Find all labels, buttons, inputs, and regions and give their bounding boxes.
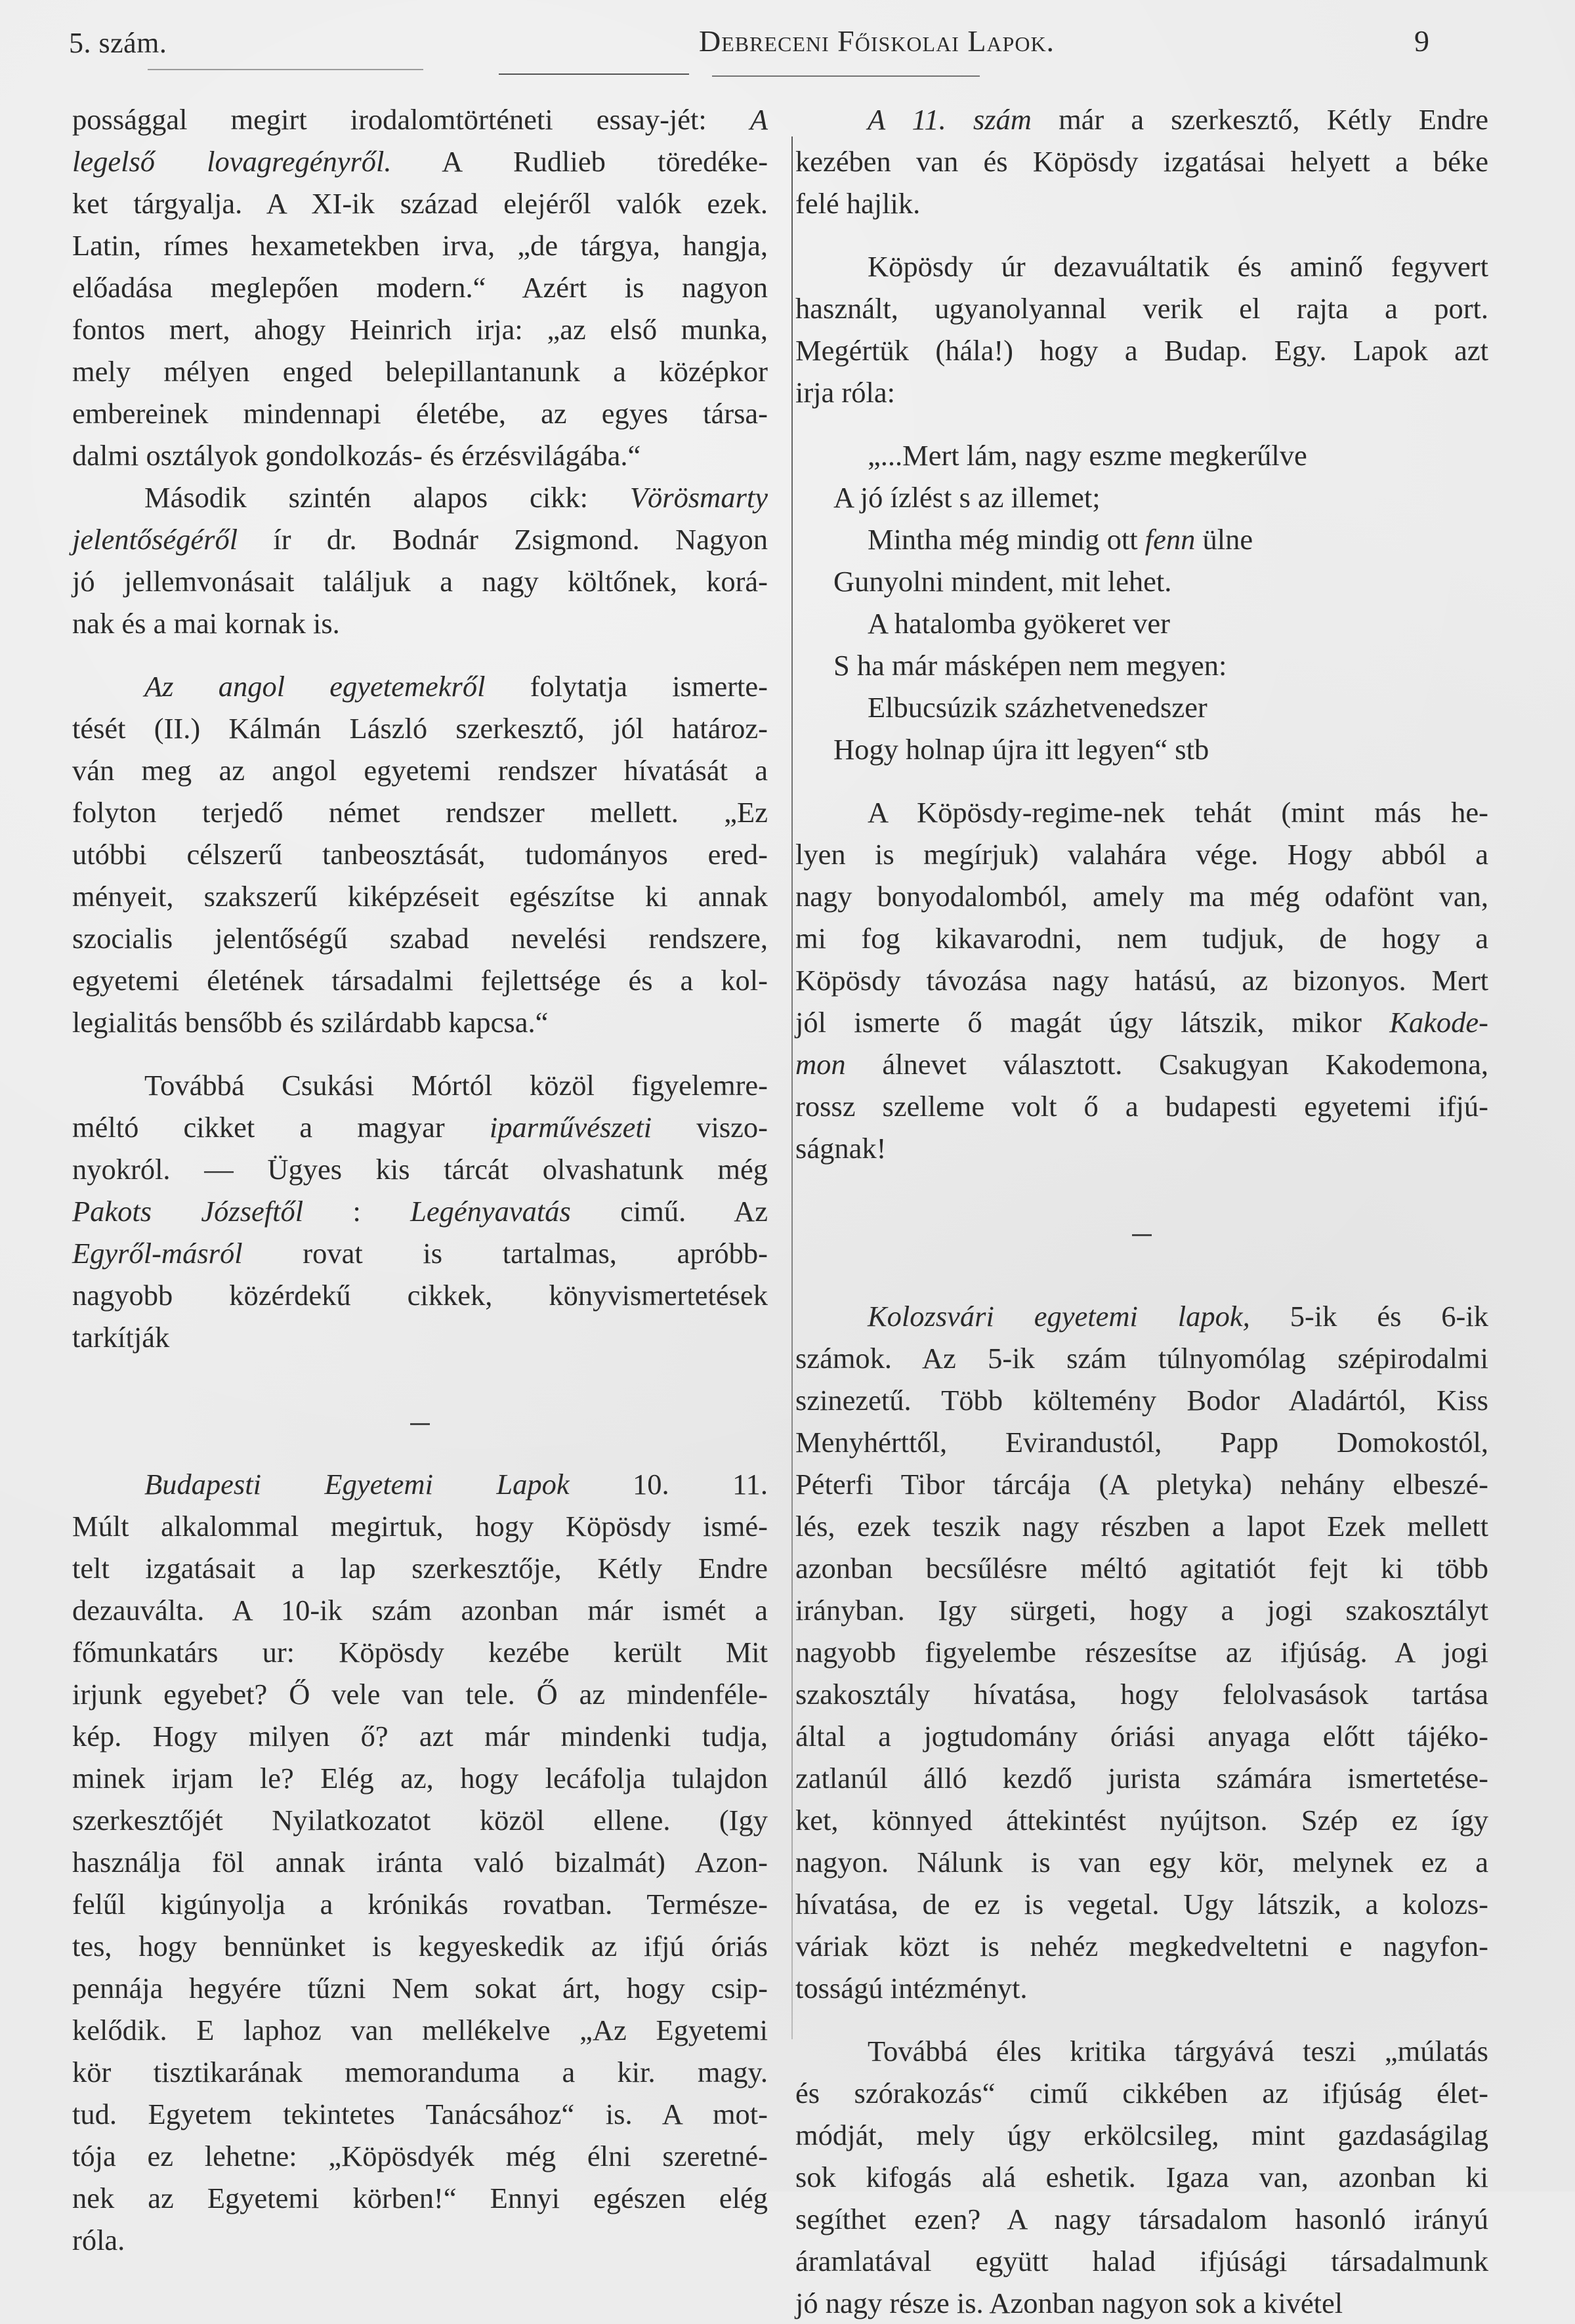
text-line: [72, 1232, 768, 1274]
header-rule: [148, 69, 423, 70]
text-run: nyokról. — Ügyes kis tárcát olvashatunk még: [72, 1153, 768, 1186]
text-line: [795, 959, 1488, 1001]
section-gap: [72, 1358, 768, 1400]
text-line: [72, 308, 768, 350]
text-run: tését (II.) Kálmán László szerkesztő, jól határoz-: [72, 712, 768, 745]
italic-title: jelentőségéről: [72, 523, 238, 556]
text-line: [72, 266, 768, 308]
text-line: [72, 1463, 768, 1505]
text-line: [72, 1148, 768, 1190]
text-run: főmunkatárs ur: Köpösdy kezébe került Mit: [72, 1636, 768, 1669]
text-line: [795, 1085, 1488, 1127]
text-line: [795, 917, 1488, 959]
text-line: [795, 1127, 1488, 1169]
text-line: [72, 1547, 768, 1589]
text-run: minek irjam le? Elég az, hogy lecáfolja tulajdon: [72, 1762, 768, 1795]
text-run: Köpösdy úr dezavuáltatik és aminő fegyvert: [868, 250, 1488, 283]
left-column: [72, 98, 768, 2261]
text-run: Elbucsúzik százhetvenedszer: [868, 691, 1208, 724]
quoted-poem: [795, 434, 1488, 770]
text-line: [795, 1967, 1488, 2009]
text-run: jó nagy része is. Azonban nagyon sok a kivétel: [795, 2287, 1343, 2319]
text-run: 10. 11.: [569, 1468, 768, 1501]
text-run: rossz szelleme volt ő a budapesti egyetemi ifjú-: [795, 1090, 1488, 1123]
text-line: [795, 1757, 1488, 1799]
text-run: embereinek mindennapi életébe, az egyes társa-: [72, 397, 768, 430]
text-run: nagyobb figyelembe részesítse az ifjúság. A jogi: [795, 1636, 1488, 1669]
text-run: ket, könnyed áttekintést nyújtson. Szép ez így: [795, 1804, 1488, 1836]
italic-title: A 11. szám: [868, 103, 1032, 136]
text-line: [795, 140, 1488, 182]
text-run: mi fog kikavarodni, nem tudjuk, de hogy a: [795, 922, 1488, 955]
text-line: [72, 1925, 768, 1967]
text-run: Megértük (hála!) hogy a Budap. Egy. Lapok azt: [795, 334, 1488, 367]
paragraph: [72, 98, 768, 476]
text-line: [795, 1799, 1488, 1841]
italic-title: Egyről-másról: [72, 1237, 243, 1270]
italic-title: Legényavatás: [410, 1195, 571, 1228]
text-run: azonban becsűlésre méltó agitatiót fejt ki több: [795, 1552, 1488, 1585]
text-line: [72, 959, 768, 1001]
text-line: [72, 749, 768, 791]
text-run: nagyon. Nálunk is van egy kör, melynek ez a: [795, 1846, 1488, 1878]
text-run: zatlanúl álló kezdő jurista számára ismertetése-: [795, 1762, 1488, 1795]
text-line: [795, 2282, 1488, 2324]
text-run: Hogy holnap újra itt legyen“ stb: [833, 733, 1209, 766]
italic-title: Kolozsvári egyetemi lapok,: [868, 1300, 1250, 1333]
text-run: legialitás bensőbb és szilárdabb kapcsa.“: [72, 1006, 549, 1039]
text-line: [72, 1106, 768, 1148]
text-line: [795, 1841, 1488, 1883]
page-number: 9: [1414, 24, 1429, 58]
text-line: [72, 707, 768, 749]
text-line: [795, 1295, 1488, 1337]
text-run: Múlt alkalommal megirtuk, hogy Köpösdy ismé-: [72, 1510, 768, 1543]
text-run: álnevet választott. Csakugyan Kakodemona,: [845, 1048, 1488, 1081]
text-run: folyton terjedő német rendszer mellett. „Ez: [72, 796, 768, 829]
text-line: [72, 1715, 768, 1757]
paragraph-gap: [795, 224, 1488, 245]
text-run: possággal megirt irodalomtörténeti essay-jét:: [72, 103, 750, 136]
text-line: [795, 2156, 1488, 2198]
text-run: már a szerkesztő, Kétly Endre: [1031, 103, 1488, 136]
italic-title: fenn: [1144, 523, 1196, 556]
text-run: tója ez lehetne: „Köpösdyék még élni szeretné-: [72, 2140, 768, 2172]
text-run: Második szintén alapos cikk:: [144, 481, 630, 514]
text-run: A jó ízlést s az illemet;: [833, 481, 1101, 514]
text-line: [72, 1757, 768, 1799]
text-line: [72, 350, 768, 392]
text-run: rovat is tartalmas, apróbb-: [242, 1237, 768, 1270]
text-line: [795, 245, 1488, 287]
section-separator: [795, 1211, 1488, 1253]
poem-line: [795, 560, 1488, 602]
text-run: váriak közt is nehéz megkedveltetni e nagyfon-: [795, 1930, 1488, 1962]
text-line: [72, 2051, 768, 2093]
poem-line: [795, 518, 1488, 560]
text-run: Gunyolni mindent, mit lehet.: [833, 565, 1172, 598]
text-run: jó jellemvonásait találjuk a nagy költőnek, korá-: [72, 565, 768, 598]
text-run: jól ismerte ő magát úgy látszik, mikor: [795, 1006, 1390, 1039]
paragraph: [72, 1463, 768, 2261]
header-rule: [712, 75, 980, 77]
text-line: [72, 602, 768, 644]
text-run: irja róla:: [795, 376, 895, 409]
paragraph: [72, 1064, 768, 1358]
text-line: [795, 2240, 1488, 2282]
section-gap: [795, 1253, 1488, 1295]
text-line: [72, 665, 768, 707]
text-run: szocialis jelentőségű szabad nevelési rendszere,: [72, 922, 768, 955]
text-run: ír dr. Bodnár Zsigmond. Nagyon: [238, 523, 768, 556]
header-rule: [499, 73, 689, 75]
text-run: lés, ezek teszik nagy részben a lapot Ezek mellett: [795, 1510, 1488, 1543]
text-run: kör tisztikarának memoranduma a kir. magy.: [72, 2056, 768, 2088]
text-run: Köpösdy távozása nagy hatású, az bizonyos. Mert: [795, 964, 1488, 997]
text-run: tud. Egyetem tekintetes Tanácsához“ is. A mot-: [72, 2098, 768, 2130]
text-run: tosságú intézményt.: [795, 1972, 1028, 2004]
poem-line: [795, 602, 1488, 644]
text-run: dezauválta. A 10-ik szám azonban már ismét a: [72, 1594, 768, 1627]
text-run: számok. Az 5-ik szám túlnyomólag szépirodalmi: [795, 1342, 1488, 1375]
text-run: telt izgatásait a lap szerkesztője, Kétly Endre: [72, 1552, 768, 1585]
italic-title: Budapesti Egyetemi Lapok: [144, 1468, 570, 1501]
italic-title: Vörösmarty: [629, 481, 768, 514]
issue-number: 5. szám.: [69, 27, 167, 59]
text-line: [72, 98, 768, 140]
paragraph-gap: [795, 770, 1488, 791]
text-run: szakosztály hívatása, hogy felolvasások tartása: [795, 1678, 1488, 1711]
text-run: lyen is megírjuk) valahára vége. Hogy abból a: [795, 838, 1488, 871]
text-line: [72, 2135, 768, 2177]
text-run: fontos mert, ahogy Heinrich irja: „az első munka,: [72, 313, 768, 346]
text-line: [795, 1421, 1488, 1463]
paragraph: [795, 791, 1488, 1169]
text-run: használt, ugyanolyannal verik el rajta a port.: [795, 292, 1488, 325]
text-line: [795, 1547, 1488, 1589]
journal-title: Debreceni Főiskolai Lapok.: [699, 24, 1055, 58]
text-line: [795, 1505, 1488, 1547]
text-run: Latin, rímes hexametekben irva, „de tárgya, hangja,: [72, 229, 768, 262]
text-line: [795, 875, 1488, 917]
paragraph: [795, 245, 1488, 413]
text-run: Továbbá Csukási Mórtól közöl figyelemre-: [144, 1069, 768, 1102]
right-column: [795, 98, 1488, 2324]
text-line: [72, 2009, 768, 2051]
paragraph-gap: [72, 1043, 768, 1064]
text-line: [795, 1463, 1488, 1505]
poem-line: [795, 686, 1488, 728]
italic-title: Kakode-: [1389, 1006, 1488, 1039]
text-run: Továbbá éles kritika tárgyává teszi „múlatás: [868, 2035, 1488, 2067]
text-line: [72, 1001, 768, 1043]
text-run: szinezetű. Több költemény Bodor Aladártól, Kiss: [795, 1384, 1488, 1417]
text-line: [72, 560, 768, 602]
text-run: előadása meglepően modern.“ Azért is nagyon: [72, 271, 768, 304]
text-line: [72, 791, 768, 833]
text-line: [795, 1337, 1488, 1379]
text-line: [72, 1589, 768, 1631]
text-run: cimű. Az: [570, 1195, 768, 1228]
italic-title: A: [749, 103, 768, 136]
text-run: felűl kigúnyolja a krónikás rovatban. Természe-: [72, 1888, 768, 1920]
poem-line: [795, 728, 1488, 770]
text-run: módját, mely úgy erkölcsileg, mint gazdaságilag: [795, 2119, 1488, 2151]
italic-title: legelső lovagregényről.: [72, 145, 392, 178]
separator-dash: [410, 1423, 430, 1425]
text-run: ságnak!: [795, 1132, 887, 1165]
text-run: nagyobb közérdekű cikkek, könyvismertetések: [72, 1279, 768, 1312]
paragraph-gap: [72, 644, 768, 665]
paragraph: [72, 476, 768, 644]
text-run: sok kifogás alá eshetik. Igaza van, azonban ki: [795, 2161, 1488, 2193]
text-line: [795, 791, 1488, 833]
text-line: [72, 1505, 768, 1547]
text-run: mely mélyen enged belepillantanunk a középkor: [72, 355, 768, 388]
text-line: [795, 182, 1488, 224]
text-line: [72, 1631, 768, 1673]
text-line: [795, 329, 1488, 371]
text-run: használja föl annak iránta való bizalmát) Azon-: [72, 1846, 768, 1878]
text-line: [72, 1673, 768, 1715]
text-run: A Köpösdy-regime-nek tehát (mint más he-: [868, 796, 1488, 829]
text-run: A Rudlieb töredéke-: [391, 145, 768, 178]
text-run: folytatja ismerte-: [485, 670, 768, 703]
text-run: 5-ik és 6-ik: [1250, 1300, 1488, 1333]
text-line: [72, 1064, 768, 1106]
text-run: dalmi osztályok gondolkozás- és érzésvilágába.“: [72, 439, 641, 472]
poem-line: [795, 476, 1488, 518]
italic-title: Az angol egyetemekről: [144, 670, 486, 703]
text-line: [72, 1274, 768, 1316]
text-line: [795, 1673, 1488, 1715]
text-run: nagy bonyodalomból, amely ma még odafönt van,: [795, 880, 1488, 913]
paragraph: [72, 665, 768, 1043]
section-separator: [72, 1400, 768, 1442]
text-line: [72, 476, 768, 518]
text-run: és szórakozás“ cimű cikkében az ifjúság élet-: [795, 2077, 1488, 2109]
italic-title: mon: [795, 1048, 846, 1081]
text-line: [795, 98, 1488, 140]
text-line: [795, 371, 1488, 413]
text-run: áramlatával együtt halad ifjúsági társadalmunk: [795, 2245, 1488, 2277]
text-run: egyetemi életének társadalmi fejlettsége és a kol-: [72, 964, 768, 997]
section-gap: [795, 1169, 1488, 1211]
paragraph: [795, 2030, 1488, 2324]
text-run: irjunk egyebet? Ő vele van tele. Ő az mindenféle-: [72, 1678, 768, 1711]
text-line: [72, 1799, 768, 1841]
text-line: [795, 2030, 1488, 2072]
text-line: [795, 2198, 1488, 2240]
paragraph: [795, 1295, 1488, 2009]
paragraph-gap: [795, 413, 1488, 434]
text-line: [72, 518, 768, 560]
text-line: [72, 917, 768, 959]
text-run: kelődik. E laphoz van mellékelve „Az Egyetemi: [72, 2014, 768, 2046]
section-gap: [72, 1442, 768, 1463]
text-run: ván meg az angol egyetemi rendszer hívatását a: [72, 754, 768, 787]
text-line: [72, 140, 768, 182]
text-line: [795, 287, 1488, 329]
text-line: [72, 833, 768, 875]
text-line: [72, 2093, 768, 2135]
text-run: felé hajlik.: [795, 187, 921, 220]
text-run: S ha már másképen nem megyen:: [833, 649, 1227, 682]
separator-dash: [1132, 1234, 1152, 1236]
text-line: [72, 392, 768, 434]
text-run: pennája hegyére tűzni Nem sokat árt, hogy csip-: [72, 1972, 768, 2004]
text-line: [795, 833, 1488, 875]
text-run: utóbbi célszerű tanbeosztását, tudományos ered-: [72, 838, 768, 871]
text-line: [795, 2072, 1488, 2114]
text-run: méltó cikket a magyar: [72, 1111, 490, 1144]
text-line: [72, 1841, 768, 1883]
text-line: [795, 2114, 1488, 2156]
text-run: Mintha még mindig ott: [868, 523, 1145, 556]
text-line: [795, 1589, 1488, 1631]
running-header: [69, 20, 1429, 66]
text-line: [795, 1925, 1488, 1967]
text-run: kezében van és Köpösdy izgatásai helyett a béke: [795, 145, 1488, 178]
text-run: hívatása, de ez is vegetal. Ugy látszik, a kolozs-: [795, 1888, 1488, 1920]
text-run: Péterfi Tibor tárcája (A pletyka) nehány elbeszé-: [795, 1468, 1488, 1501]
text-run: nek az Egyetemi körben!“ Ennyi egészen elég: [72, 2182, 768, 2214]
italic-title: Pakots Józseftől: [72, 1195, 304, 1228]
poem-line: [795, 434, 1488, 476]
text-run: kép. Hogy milyen ő? azt már mindenki tudja,: [72, 1720, 768, 1753]
text-run: által a jogtudomány óriási anyaga előtt tájéko-: [795, 1720, 1488, 1753]
text-run: viszo-: [652, 1111, 768, 1144]
text-line: [72, 2177, 768, 2219]
poem-line: [795, 644, 1488, 686]
text-line: [795, 1043, 1488, 1085]
column-divider: [791, 136, 793, 2039]
text-line: [72, 1190, 768, 1232]
text-run: ményeit, szakszerű kiképzéseit egészítse ki annak: [72, 880, 768, 913]
text-run: ülne: [1195, 523, 1253, 556]
text-line: [795, 1379, 1488, 1421]
text-line: [795, 1631, 1488, 1673]
text-line: [72, 2219, 768, 2261]
text-run: tes, hogy bennünket is kegyeskedik az ifjú óriás: [72, 1930, 768, 1962]
text-run: „...Mert lám, nagy eszme megkerűlve: [868, 439, 1307, 472]
text-run: nak és a mai kornak is.: [72, 607, 340, 640]
text-line: [72, 182, 768, 224]
text-run: ket tárgyalja. A XI-ik század elejéről valók ezek.: [72, 187, 768, 220]
text-run: tarkítják: [72, 1321, 170, 1354]
text-line: [72, 434, 768, 476]
text-run: Menyhérttől, Evirandustól, Papp Domokostól,: [795, 1426, 1488, 1459]
italic-title: iparművészeti: [489, 1111, 652, 1144]
text-line: [795, 1715, 1488, 1757]
text-run: :: [303, 1195, 411, 1228]
paragraph-gap: [795, 2009, 1488, 2030]
text-run: A hatalomba gyökeret ver: [868, 607, 1170, 640]
text-line: [72, 1967, 768, 2009]
text-line: [72, 1316, 768, 1358]
text-run: segíthet ezen? A nagy társadalom hasonló irányú: [795, 2203, 1488, 2235]
text-run: róla.: [72, 2224, 125, 2256]
text-line: [795, 1883, 1488, 1925]
paragraph: [795, 98, 1488, 224]
text-run: szerkesztőjét Nyilatkozatot közöl ellene. (Igy: [72, 1804, 768, 1836]
text-run: irányban. Igy sürgeti, hogy a jogi szakosztályt: [795, 1594, 1488, 1627]
text-line: [72, 224, 768, 266]
text-line: [795, 1001, 1488, 1043]
text-line: [72, 1883, 768, 1925]
text-line: [72, 875, 768, 917]
